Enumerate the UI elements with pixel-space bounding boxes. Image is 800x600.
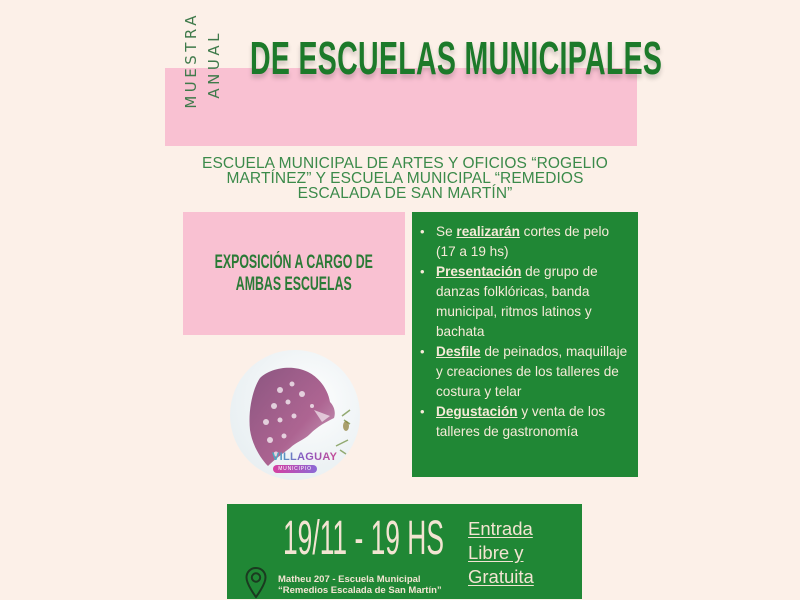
main-title: DE ESCUELAS MUNICIPALES <box>250 32 663 84</box>
activity-text: Se <box>436 224 457 239</box>
activity-text: y venta de los talleres de gastronomía <box>436 404 606 439</box>
activities-list <box>412 212 638 442</box>
bullet-icon: • <box>420 264 425 279</box>
subtitle-line: ESCALADA DE SAN MARTÍN” <box>297 185 513 202</box>
exposition-box <box>183 212 405 335</box>
logo-brand-text: VILLAGUAY <box>272 451 338 463</box>
entry-line: Entrada <box>468 518 533 539</box>
event-address <box>278 574 442 596</box>
activity-highlight: Degustación <box>436 404 518 419</box>
bullet-icon: • <box>420 224 425 239</box>
logo-sub-text: MUNICIPIO <box>273 465 317 473</box>
activity-text: de grupo de danzas folklóricas, banda municipal, ritmos latinos y bachata <box>436 264 598 339</box>
activity-item <box>420 262 632 342</box>
event-date-time: 19/11 - 19 HS <box>283 512 444 565</box>
address-line: Matheu 207 - Escuela Municipal <box>278 574 421 585</box>
exposition-text <box>215 252 373 296</box>
bullet-icon: • <box>420 344 425 359</box>
vertical-label-muestra: MUESTRA <box>182 12 200 109</box>
exposition-line: AMBAS ESCUELAS <box>236 273 352 295</box>
activity-text: de peinados, maquillaje y creaciones de los talleres de costura y telar <box>436 344 628 399</box>
activity-text: cortes de pelo (17 a 19 hs) <box>436 224 610 259</box>
free-entry-text <box>468 517 534 589</box>
subtitle-line: ESCUELA MUNICIPAL DE ARTES Y OFICIOS “ROGELIO <box>202 155 608 172</box>
address-line: “Remedios Escalada de San Martín” <box>278 585 442 596</box>
entry-line: Libre y <box>468 542 524 563</box>
activity-item <box>420 222 632 262</box>
bullet-icon: • <box>420 404 425 419</box>
vertical-label-anual: ANUAL <box>205 30 223 99</box>
schools-subtitle <box>180 156 630 201</box>
activity-highlight: Desfile <box>436 344 481 359</box>
map-pin-icon <box>244 566 268 600</box>
activity-highlight: realizarán <box>456 224 520 239</box>
entry-line: Gratuita <box>468 566 534 587</box>
activities-box <box>412 212 638 477</box>
activity-highlight: Presentación <box>436 264 522 279</box>
subtitle-line: MARTÍNEZ” Y ESCUELA MUNICIPAL “REMEDIOS <box>226 170 584 187</box>
activity-item <box>420 402 632 442</box>
exposition-line: EXPOSICIÓN A CARGO DE <box>214 251 374 273</box>
activity-item <box>420 342 632 402</box>
